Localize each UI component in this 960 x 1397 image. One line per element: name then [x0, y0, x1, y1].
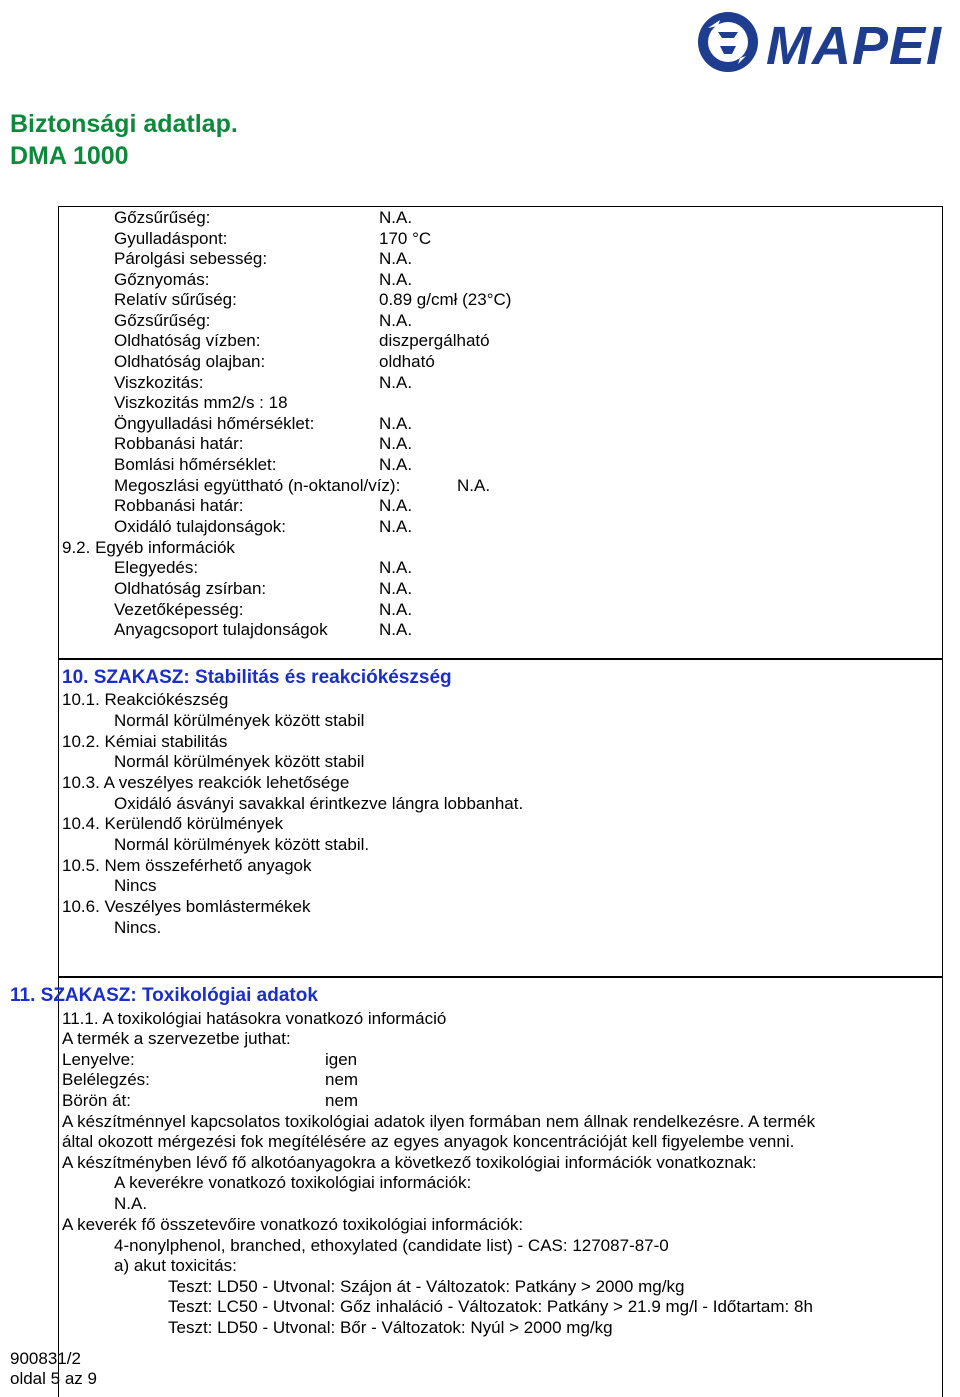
prop-value: N.A.: [379, 208, 413, 227]
prop-label: Oxidáló tulajdonságok:: [114, 517, 287, 536]
route-value: nem: [325, 1070, 359, 1089]
section11-heading: 11. SZAKASZ: Toxikológiai adatok: [10, 985, 318, 1006]
prop-label: Megoszlási együttható (n-oktanol/víz):: [114, 476, 401, 495]
page-number: oldal 5 az 9: [10, 1369, 97, 1388]
prop-label: Oldhatóság zsírban:: [114, 579, 267, 598]
test-line: Teszt: LC50 - Utvonal: Gőz inhaláció - Változatok: Patkány > 21.9 mg/l - Időtartam: 8h: [168, 1297, 813, 1316]
prop-value: N.A.: [379, 270, 413, 289]
subsection-text: Normál körülmények között stabil.: [114, 835, 370, 854]
route-value: igen: [325, 1050, 358, 1069]
test-line: Teszt: LD50 - Utvonal: Bőr - Változatok: Nyúl > 2000 mg/kg: [168, 1318, 613, 1337]
prop-value: N.A.: [379, 496, 413, 515]
route-label: Belélegzés:: [62, 1070, 150, 1089]
subsection-heading: 10.6. Veszélyes bomlástermékek: [62, 897, 311, 916]
prop-value: N.A.: [379, 455, 413, 474]
component-name: 4-nonylphenol, branched, ethoxylated (candidate list) - CAS: 127087-87-0: [114, 1236, 669, 1255]
mixture-value: N.A.: [114, 1194, 148, 1213]
subsection-heading: 11.1. A toxikológiai hatásokra vonatkozó információ: [62, 1009, 447, 1028]
prop-label: Viszkozitás mm2/s : 18: [114, 393, 288, 412]
prop-value: N.A.: [379, 249, 413, 268]
mapei-emblem-icon: [698, 12, 758, 72]
entry-intro: A termék a szervezetbe juthat:: [62, 1029, 291, 1048]
mapei-logo: [690, 2, 952, 80]
prop-label: Gőzsűrűség:: [114, 208, 211, 227]
prop-label: Gőznyomás:: [114, 270, 210, 289]
prop-label: Bomlási hőmérséklet:: [114, 455, 277, 474]
subsection-text: Oxidáló ásványi savakkal érintkezve lángra lobbanhat.: [114, 794, 524, 813]
prop-value: N.A.: [379, 311, 413, 330]
prop-label: Elegyedés:: [114, 558, 199, 577]
route-value: nem: [325, 1091, 359, 1110]
prop-value: 0.89 g/cmł (23°C): [379, 290, 512, 309]
prop-label: Relatív sűrűség:: [114, 290, 237, 309]
subsection-text: Normál körülmények között stabil: [114, 711, 365, 730]
prop-value: oldható: [379, 352, 435, 371]
mixture-label: A keverékre vonatkozó toxikológiai információk:: [114, 1173, 472, 1192]
prop-value: N.A.: [379, 373, 413, 392]
mapei-wordmark: MAPEI: [766, 16, 943, 76]
subsection-heading: 10.2. Kémiai stabilitás: [62, 732, 228, 751]
prop-label: Viszkozitás:: [114, 373, 204, 392]
prop-label: Robbanási határ:: [114, 496, 244, 515]
subsection-heading: 9.2. Egyéb információk: [62, 538, 235, 557]
prop-value: N.A.: [379, 579, 413, 598]
prop-value: N.A.: [379, 434, 413, 453]
prop-label: Vezetőképesség:: [114, 600, 244, 619]
prop-label: Párolgási sebesség:: [114, 249, 268, 268]
route-label: Lenyelve:: [62, 1050, 135, 1069]
acute-toxicity-label: a) akut toxicitás:: [114, 1256, 237, 1275]
paragraph-line: A készítményben lévő fő alkotóanyagokra a következő toxikológiai információk vonatkoznak:: [62, 1153, 757, 1172]
subsection-text: Nincs: [114, 876, 157, 895]
prop-value: N.A.: [457, 476, 491, 495]
section10-heading: 10. SZAKASZ: Stabilitás és reakciókészség: [62, 667, 452, 688]
prop-value: N.A.: [379, 620, 413, 639]
subsection-text: Normál körülmények között stabil: [114, 752, 365, 771]
paragraph-line: A készítménnyel kapcsolatos toxikológiai adatok ilyen formában nem állnak rendelkezésre. A termék: [62, 1112, 816, 1131]
subsection-text: Nincs.: [114, 918, 162, 937]
prop-label: Oldhatóság vízben:: [114, 331, 261, 350]
document-title: Biztonsági adatlap.: [10, 110, 238, 138]
prop-value: diszpergálható: [379, 331, 490, 350]
document-code: 900831/2: [10, 1349, 81, 1368]
prop-label: Gőzsűrűség:: [114, 311, 211, 330]
subsection-heading: 10.5. Nem összeférhető anyagok: [62, 856, 312, 875]
components-label: A keverék fő összetevőire vonatkozó toxikológiai információk:: [62, 1215, 524, 1234]
prop-label: Robbanási határ:: [114, 434, 244, 453]
route-label: Börön át:: [62, 1091, 131, 1110]
prop-label: Öngyulladási hőmérséklet:: [114, 414, 315, 433]
prop-value: N.A.: [379, 600, 413, 619]
prop-value: N.A.: [379, 414, 413, 433]
subsection-heading: 10.1. Reakciókészség: [62, 690, 229, 709]
prop-label: Gyulladáspont:: [114, 229, 228, 248]
product-name: DMA 1000: [10, 142, 129, 170]
test-line: Teszt: LD50 - Utvonal: Szájon át - Változatok: Patkány > 2000 mg/kg: [168, 1277, 685, 1296]
paragraph-line: által okozott mérgezési fok megítélésére az egyes anyagok koncentrációját kell figyelembe venni.: [62, 1132, 795, 1151]
prop-value: 170 °C: [379, 229, 432, 248]
prop-value: N.A.: [379, 517, 413, 536]
prop-label: Oldhatóság olajban:: [114, 352, 266, 371]
prop-label: Anyagcsoport tulajdonságok: [114, 620, 328, 639]
subsection-heading: 10.4. Kerülendő körülmények: [62, 814, 284, 833]
subsection-heading: 10.3. A veszélyes reakciók lehetősége: [62, 773, 350, 792]
prop-value: N.A.: [379, 558, 413, 577]
